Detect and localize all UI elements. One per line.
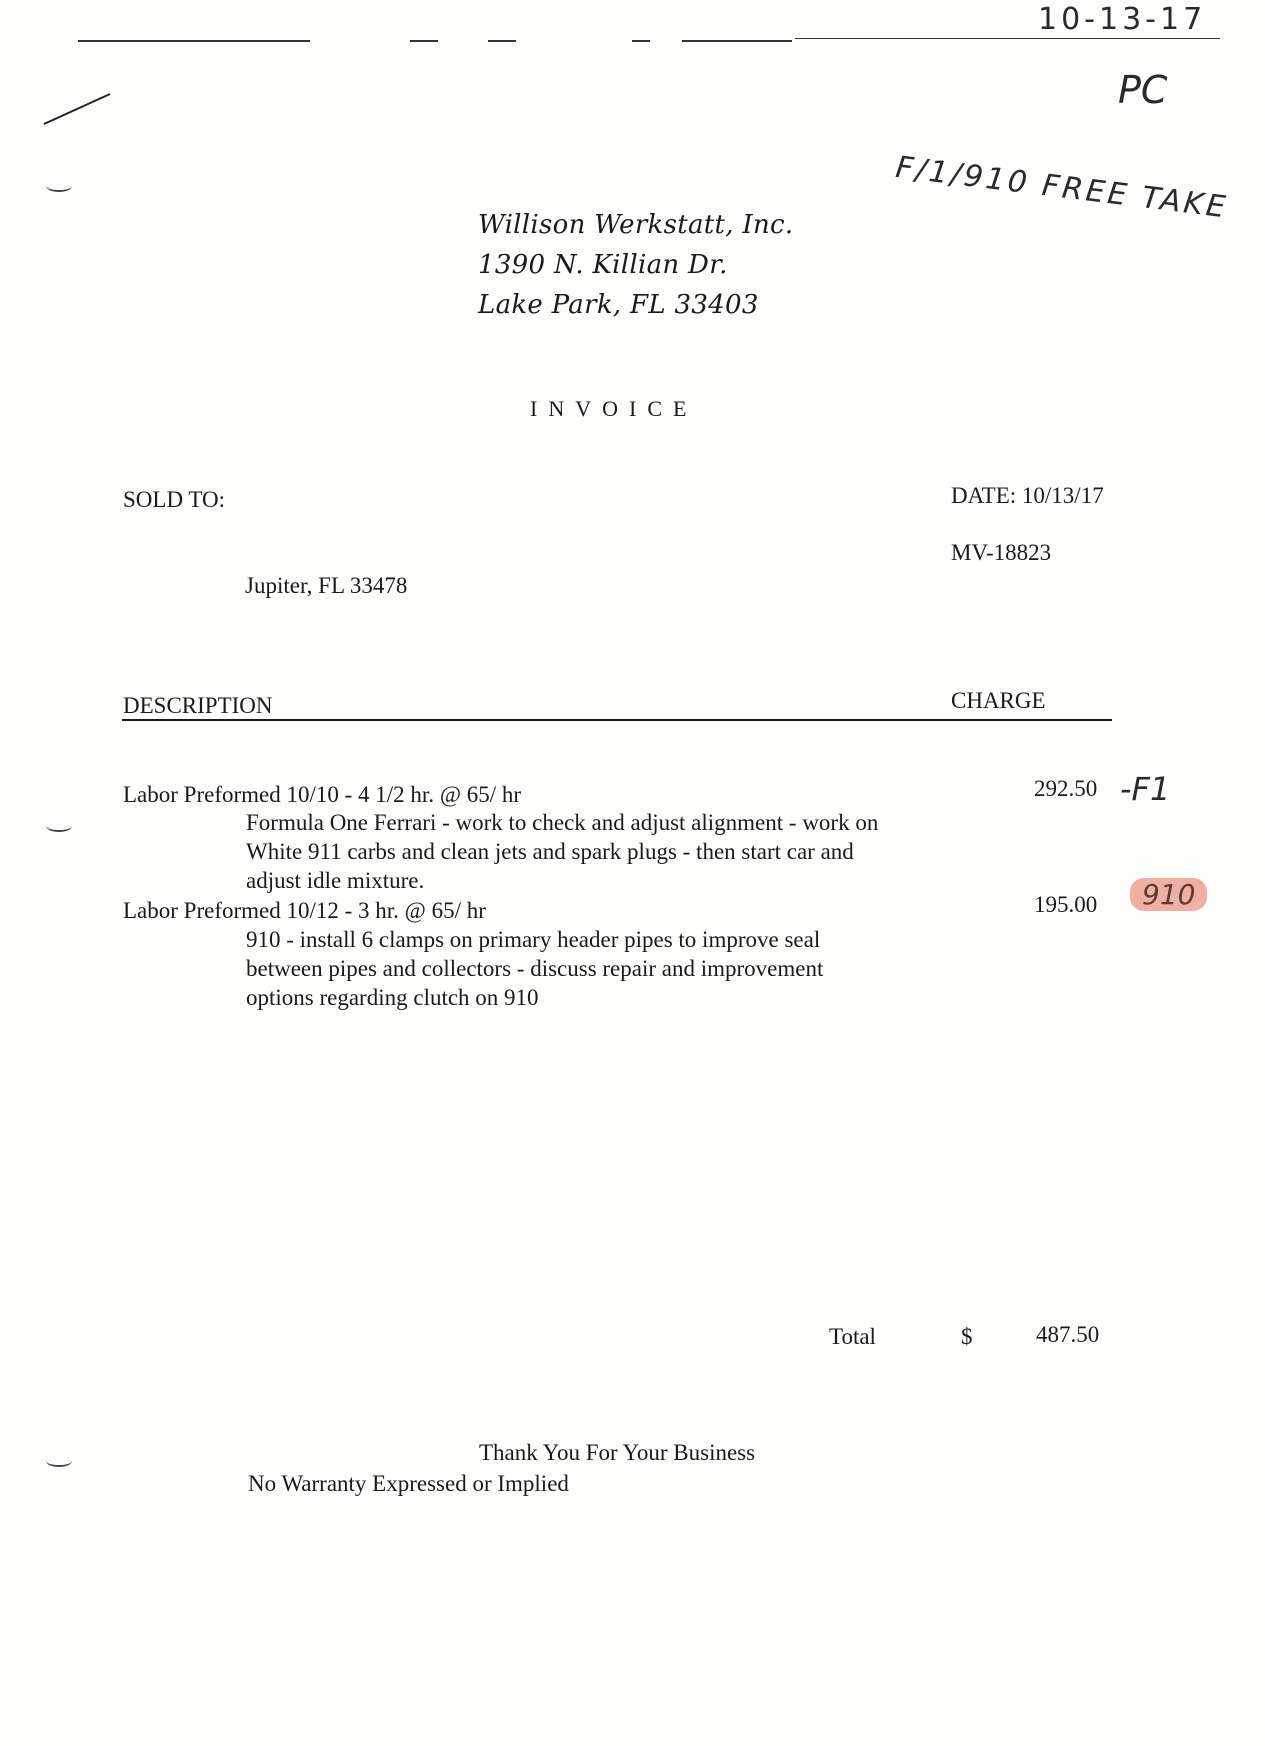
total-amount: 487.50 <box>1036 1322 1100 1347</box>
line-item-heading: Labor Preformed 10/10 - 4 1/2 hr. @ 65/ hr <box>123 782 522 807</box>
scan-artifact-line <box>682 40 792 42</box>
description-header: DESCRIPTION <box>123 693 273 718</box>
sold-to-city: Jupiter, FL 33478 <box>245 573 408 598</box>
line-item-detail: between pipes and collectors - discuss repair and improvement <box>246 956 824 981</box>
punch-hole-mark <box>46 1455 72 1467</box>
line-item-detail: White 911 carbs and clean jets and spark plugs - then start car and <box>246 839 854 864</box>
handwritten-date: 10-13-17 <box>1038 2 1207 37</box>
company-address-city: Lake Park, FL 33403 <box>478 290 759 320</box>
invoice-date: DATE: 10/13/17 <box>951 483 1104 508</box>
company-address-street: 1390 N. Killian Dr. <box>478 250 728 280</box>
thank-you-note: Thank You For Your Business <box>479 1440 756 1465</box>
scan-artifact-line <box>632 40 650 42</box>
scan-artifact-line <box>795 38 1220 39</box>
total-currency: $ <box>961 1324 973 1349</box>
line-item-detail: Formula One Ferrari - work to check and adjust alignment - work on <box>246 810 879 835</box>
scan-artifact-line <box>410 40 438 42</box>
line-item-charge: 195.00 <box>1034 892 1098 917</box>
invoice-number: MV-18823 <box>951 540 1052 565</box>
document-title: INVOICE <box>530 396 698 421</box>
line-item-detail: adjust idle mixture. <box>246 868 425 893</box>
line-item-detail: 910 - install 6 clamps on primary header pipes to improve seal <box>246 927 821 952</box>
company-name: Willison Werkstatt, Inc. <box>478 210 794 240</box>
handwritten-note: F/1/910 FREE TAKE <box>893 150 1231 226</box>
scan-artifact-line <box>488 40 516 42</box>
line-item-heading: Labor Preformed 10/12 - 3 hr. @ 65/ hr <box>123 898 486 923</box>
scan-artifact-line <box>78 40 310 42</box>
line-item-detail: options regarding clutch on 910 <box>246 985 539 1010</box>
handwritten-item-tag: -F1 <box>1120 770 1171 808</box>
total-label: Total <box>829 1324 876 1349</box>
punch-hole-mark <box>46 180 72 192</box>
pen-stroke-mark <box>40 88 120 128</box>
handwritten-item-tag: 910 <box>1130 878 1207 911</box>
handwritten-initials: PC <box>1118 68 1168 112</box>
punch-hole-mark <box>46 820 72 832</box>
line-item-charge: 292.50 <box>1034 776 1098 801</box>
warranty-note: No Warranty Expressed or Implied <box>248 1471 569 1496</box>
sold-to-label: SOLD TO: <box>123 487 226 512</box>
table-header-rule <box>122 719 1112 721</box>
charge-header: CHARGE <box>951 688 1046 713</box>
